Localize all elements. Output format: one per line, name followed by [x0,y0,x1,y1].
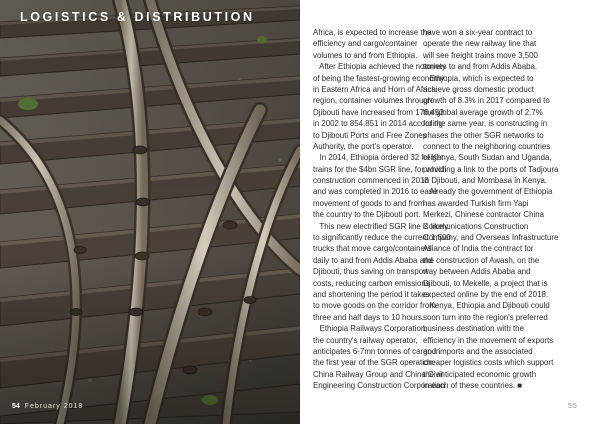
text-line: trucks that move cargo/containers [313,244,432,254]
right-page-number: 55 [568,403,578,410]
text-line: In 2014, Ethiopia ordered 32 freight [313,153,444,163]
text-line: Kenya, Ethiopia and Djibouti could [423,301,550,311]
text-line: growth of 8.3% in 2017 compared to [423,96,550,106]
left-page-number: 54 [12,403,20,410]
text-line: Alliance of India the contract for [423,244,534,254]
text-line: in Djibouti, and Mombasa in Kenya. [423,176,548,186]
text-line: expected online by the end of 2018. [423,289,549,299]
text-line: Already the government of Ethiopia [423,187,553,197]
text-line: anticipates 6-7mn tonnes of cargo in [313,346,441,356]
text-line: Ethiopia Railways Corporation, [313,324,428,334]
text-line: and was completed in 2016 to ease [313,187,438,197]
text-line: trains for the $4bn SGR line, for which [313,164,447,174]
text-line: region, container volumes through [313,96,433,106]
text-line: Communications Construction [423,221,529,231]
text-line: business destination with the [423,324,524,334]
text-line: Company, and Overseas Infrastructure [423,233,559,243]
text-line: movement of goods to and from [313,198,425,208]
text-line: costs, reducing carbon emissions [313,278,430,288]
text-line: efficiency in the movement of exports [423,335,554,345]
text-line: volumes to and from Ethiopia. [313,50,418,60]
issue-date: February 2018 [24,403,84,410]
text-line: operate the new railway line that [423,39,537,49]
text-line: After Ethiopia achieved the notoriety [313,62,446,72]
article-column-2 [423,27,595,392]
text-line: This new electrified SGR line is likely [313,221,449,231]
text-line: for the same year, is constructing in [423,119,548,129]
text-line: China Railway Group and China Civil [313,369,443,379]
text-line: has awarded Turkish firm Yapi [423,198,529,208]
text-line: connect to the neighboring countries [423,141,551,151]
text-line: cheaper logistics costs which support [423,358,554,368]
text-line: tonnes to and from Addis Ababa. [423,62,538,72]
text-line: daily to and from Addis Ababa and [313,255,433,265]
text-line: providing a link to the ports of Tadjoura [423,164,559,174]
text-line: have won a six-year contract to [423,28,533,37]
text-line: Africa, is expected to increase the [313,28,432,37]
text-line: efficiency and cargo/container [313,39,418,49]
text-line: will see freight trains move 3,500 [423,50,538,60]
text-line: Engineering Construction Corporation [313,381,446,391]
text-line: the construction of Awash, on the [423,255,540,265]
text-line: in 2002 to 854,851 in 2014 according [313,119,443,129]
text-line: to move goods on the corridor from [313,301,436,311]
text-line: in Eastern Africa and Horn of Africa [313,84,436,94]
section-title: LOGISTICS & DISTRIBUTION [20,10,255,24]
text-line: of being the fastest-growing economy [313,73,445,83]
article-column-1 [313,27,451,392]
text-line: of Kenya, South Sudan and Uganda, [423,153,552,163]
text-line: and shortening the period it takes [313,289,430,299]
text-line: achieve gross domestic product [423,84,534,94]
text-line: the country's railway operator, [313,335,418,345]
text-line: the country to the Djibouti port. [313,210,421,220]
text-line: way between Addis Ababa and [423,267,531,277]
text-line: phases the other SGR networks to [423,130,544,140]
text-line: Djibouti have increased from 176,453 [313,107,444,117]
page-footer-left [12,403,83,410]
text-line: and imports and the associated [423,346,533,356]
text-line: the anticipated economic growth [423,369,537,379]
text-line: Authority, the port's operator. [313,141,414,151]
text-line: Ethiopia, which is expected to [423,73,534,83]
text-line: to significantly reduce the current 1,500 [313,233,451,243]
text-line: soon turn into the region's preferred [423,312,548,322]
text-line: the global average growth of 2.7% [423,107,543,117]
text-line: to Djibouti Ports and Free Zones [313,130,427,140]
text-line: Djibouti, to Mekelle, a project that is [423,278,548,288]
text-line: the first year of the SGR operation. [313,358,435,368]
text-line: three and half days to 10 hours. [313,312,424,322]
text-line: Merkezi, Chinese contractor China [423,210,545,220]
text-line: construction commenced in 2013 [313,176,429,186]
text-line: in each of these countries. ■ [423,381,523,391]
text-line: Djibouti, thus saving on transport [313,267,428,277]
